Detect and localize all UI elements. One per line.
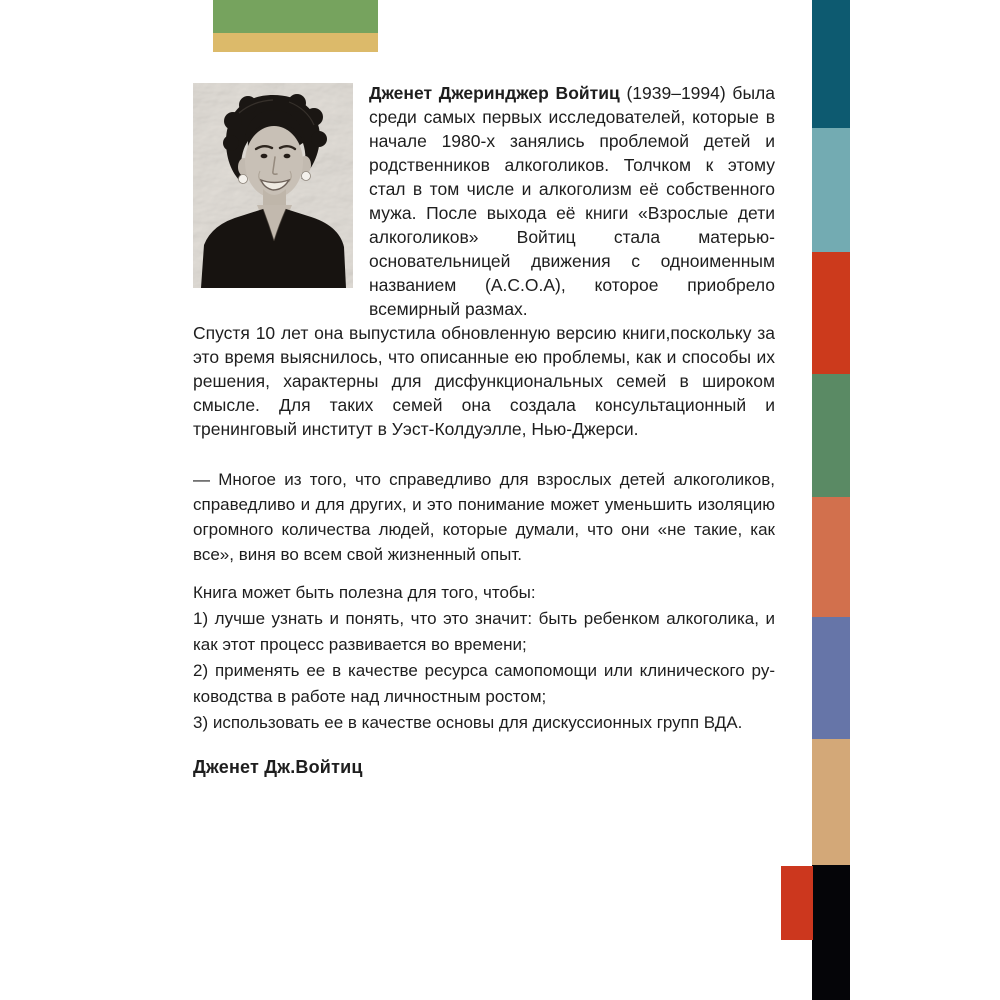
bio-paragraph-2: Спустя 10 лет она выпустила обновленную версию книги,поскольку за это время выяснилось, что описанные ею проблемы, как и способы их решения, характерны для дисфункциональных семей в широком смысле. Для таких семей она создала консультационный и тренинговый институт в Уэст-Колдуэлле, Нью-Джерси. [193, 323, 775, 439]
cover-text [193, 81, 775, 778]
purpose-item-2: 2) применять ее в качестве ресурса самопомощи или клинического руководства в работе над личностным ростом; [193, 661, 775, 706]
strip-block-red [812, 252, 850, 374]
color-strip [812, 0, 850, 1000]
author-photo [193, 83, 353, 288]
quote-paragraph: — Многое из того, что справедливо для взрослых детей алкоголиков, справедливо и для других, и это понимание может уменьшить изоляцию огромного количества людей, которые думали, что они «не такие, как все», виня во всем свой жизненный опыт. [193, 470, 775, 564]
bio-text-1: была среди самых первых исследователей, которые в начале 1980-х занялись проблемой детей и родственников алкоголиков. Толчком к этому стал в том числе и алкоголизм её собственного мужа. После выхода её книги «Взрослые дети алкоголиков» Войтиц стала матерью-основательницей движения с одноименным названием (А.С.О.А), которое приобрело всемирный размах. [369, 83, 775, 319]
strip-block-dark-teal [812, 0, 850, 128]
purpose-item-1: 1) лучше узнать и понять, что это значит: быть ребенком алкоголика, и как этот процесс развивается во времени; [193, 609, 775, 654]
strip-block-tan [812, 739, 850, 865]
author-years: (1939–1994) [626, 83, 726, 103]
strip-block-black [812, 865, 850, 1000]
author-name: Дженет Джеринджер Войтиц [369, 83, 620, 103]
author-photo-illustration [193, 83, 353, 288]
strip-block-light-teal [812, 128, 850, 252]
strip-block-blue [812, 617, 850, 739]
strip-block-green [812, 374, 850, 497]
strip-accent-red [781, 866, 813, 940]
author-signature: Дженет Дж.Войтиц [193, 757, 363, 777]
purpose-item-3: 3) использовать ее в качестве основы для дискуссионных групп ВДА. [193, 713, 743, 732]
strip-block-salmon [812, 497, 850, 617]
bio-block [193, 81, 775, 441]
decor-bar-tan [213, 33, 378, 52]
purpose-section [193, 580, 775, 736]
purpose-intro: Книга может быть полезна для того, чтобы: [193, 583, 536, 602]
decor-bar-green [213, 0, 378, 33]
